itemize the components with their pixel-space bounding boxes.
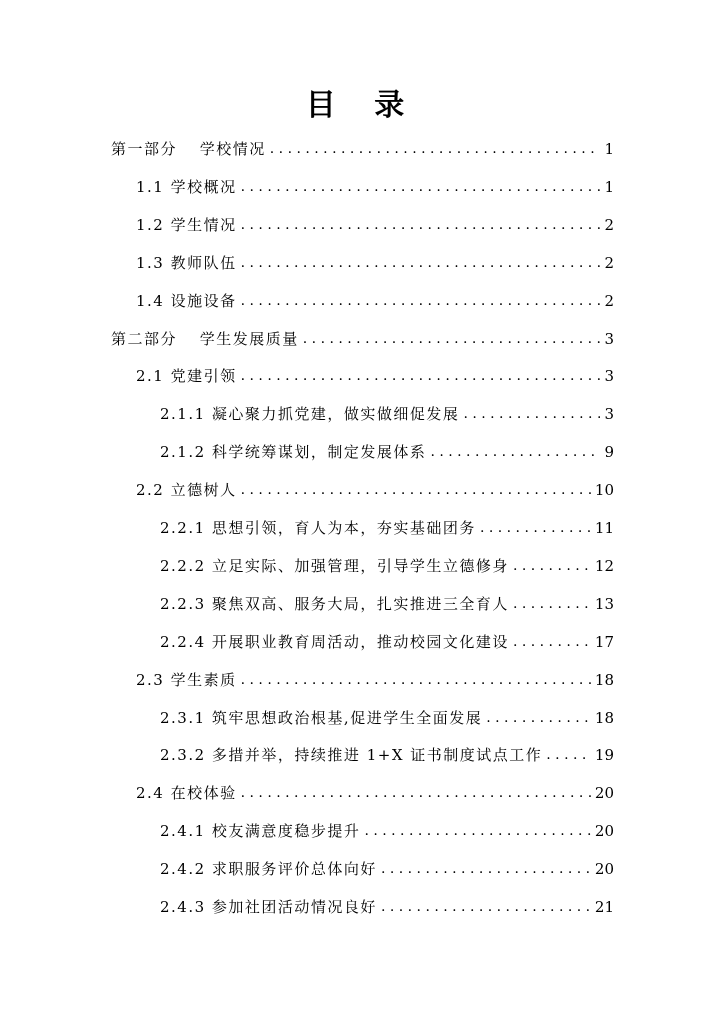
toc-entry[interactable] xyxy=(136,477,614,501)
toc-entry[interactable] xyxy=(160,818,614,842)
toc-dot-leader xyxy=(430,441,600,463)
toc-entry-page-number: 19 xyxy=(594,746,614,765)
toc-entry-text: 1.1 学校概况 xyxy=(136,177,237,196)
toc-entry-text: 第二部分 学生发展质量 xyxy=(111,329,299,348)
toc-entry[interactable] xyxy=(160,515,614,539)
toc-dot-leader xyxy=(513,593,591,615)
toc-dot-leader xyxy=(241,214,601,236)
toc-entry-text: 2.2.1 思想引领，育人为本，夯实基础团务 xyxy=(160,519,476,537)
toc-entry[interactable] xyxy=(136,363,614,387)
toc-dot-leader xyxy=(513,631,591,653)
toc-entry-page-number: 9 xyxy=(604,443,614,462)
toc-entry[interactable] xyxy=(160,894,614,918)
toc-entry-page-number: 20 xyxy=(594,784,614,803)
toc-dot-leader xyxy=(463,403,600,425)
toc-entry-page-number: 12 xyxy=(594,556,614,575)
toc-entry[interactable] xyxy=(160,629,614,653)
toc-dot-leader xyxy=(381,858,591,880)
toc-entry[interactable] xyxy=(160,553,614,577)
toc-entry-text: 1.3 教师队伍 xyxy=(136,253,237,272)
toc-entry-page-number: 18 xyxy=(594,708,614,727)
toc-entry-page-number: 13 xyxy=(594,594,614,613)
toc-entry-text: 2.4.3 参加社团活动情况良好 xyxy=(160,898,377,916)
toc-entry-text: 2.3.2 多措并举，持续推进 1+X 证书制度试点工作 xyxy=(160,746,543,765)
toc-entry[interactable] xyxy=(160,856,614,880)
toc-entry-page-number: 18 xyxy=(594,670,614,689)
toc-entry-page-number: 3 xyxy=(604,329,614,348)
toc-entry[interactable] xyxy=(160,742,614,766)
toc-entry[interactable] xyxy=(136,212,614,236)
toc-entry-page-number: 21 xyxy=(594,898,614,916)
toc-entry[interactable] xyxy=(136,174,614,198)
toc-entry-page-number: 3 xyxy=(604,367,614,386)
toc-entry-page-number: 2 xyxy=(604,291,614,310)
toc-dot-leader xyxy=(303,328,601,350)
toc-entry-page-number: 2 xyxy=(604,253,614,272)
toc-entry-page-number: 20 xyxy=(594,822,614,841)
toc-entry-text: 2.3 学生素质 xyxy=(136,670,237,689)
toc-entry[interactable] xyxy=(136,288,614,312)
toc-dot-leader xyxy=(546,744,591,766)
toc-entry-text: 2.2.3 聚焦双高、服务大局，扎实推进三全育人 xyxy=(160,594,509,613)
toc-entry-page-number: 17 xyxy=(594,632,614,651)
toc-dot-leader xyxy=(513,555,591,577)
toc-entry-page-number: 20 xyxy=(594,860,614,879)
toc-entry[interactable] xyxy=(111,136,614,160)
toc-entry[interactable] xyxy=(160,705,614,729)
toc-entry[interactable] xyxy=(136,667,614,691)
toc-dot-leader xyxy=(270,138,601,160)
toc-entry[interactable] xyxy=(160,439,614,463)
toc-entry-page-number: 11 xyxy=(594,519,614,537)
toc-entry-text: 2.4 在校体验 xyxy=(136,784,237,803)
toc-entry-text: 2.2.4 开展职业教育周活动，推动校园文化建设 xyxy=(160,632,509,651)
toc-entry-page-number: 1 xyxy=(604,140,614,158)
toc-entry[interactable] xyxy=(136,780,614,804)
toc-entry-text: 2.4.1 校友满意度稳步提升 xyxy=(160,822,361,841)
toc-entry-text: 2.2.2 立足实际、加强管理，引导学生立德修身 xyxy=(160,556,509,575)
toc-entry-text: 2.1 党建引领 xyxy=(136,367,237,386)
toc-dot-leader xyxy=(241,479,591,501)
toc-dot-leader xyxy=(381,896,591,918)
toc-dot-leader xyxy=(486,707,591,729)
toc-dot-leader xyxy=(241,669,591,691)
toc-entry-text: 2.4.2 求职服务评价总体向好 xyxy=(160,860,377,879)
toc-dot-leader xyxy=(241,365,601,387)
toc-entry-page-number: 1 xyxy=(604,177,614,196)
toc-entry-text: 2.2 立德树人 xyxy=(136,481,237,500)
toc-entry-text: 2.3.1 筑牢思想政治根基,促进学生全面发展 xyxy=(160,708,483,727)
toc-entry-text: 2.1.1 凝心聚力抓党建，做实做细促发展 xyxy=(160,405,460,424)
toc-entry-page-number: 2 xyxy=(604,215,614,234)
toc-dot-leader xyxy=(364,820,590,842)
toc-entry[interactable] xyxy=(111,326,614,350)
toc-dot-leader xyxy=(480,517,591,539)
toc-entry-text: 1.4 设施设备 xyxy=(136,291,237,310)
toc-dot-leader xyxy=(241,290,601,312)
toc-entry[interactable] xyxy=(160,401,614,425)
toc-dot-leader xyxy=(241,176,601,198)
toc-entry-text: 1.2 学生情况 xyxy=(136,215,237,234)
toc-title: 目 录 xyxy=(305,88,419,123)
toc-entry[interactable] xyxy=(136,250,614,274)
toc-dot-leader xyxy=(241,252,601,274)
toc-entry-page-number: 10 xyxy=(594,481,614,500)
toc-entry-page-number: 3 xyxy=(604,405,614,424)
toc-dot-leader xyxy=(241,782,591,804)
toc-entry[interactable] xyxy=(160,591,614,615)
toc-entry-text: 第一部分 学校情况 xyxy=(111,140,266,158)
toc-entry-text: 2.1.2 科学统筹谋划，制定发展体系 xyxy=(160,443,427,462)
